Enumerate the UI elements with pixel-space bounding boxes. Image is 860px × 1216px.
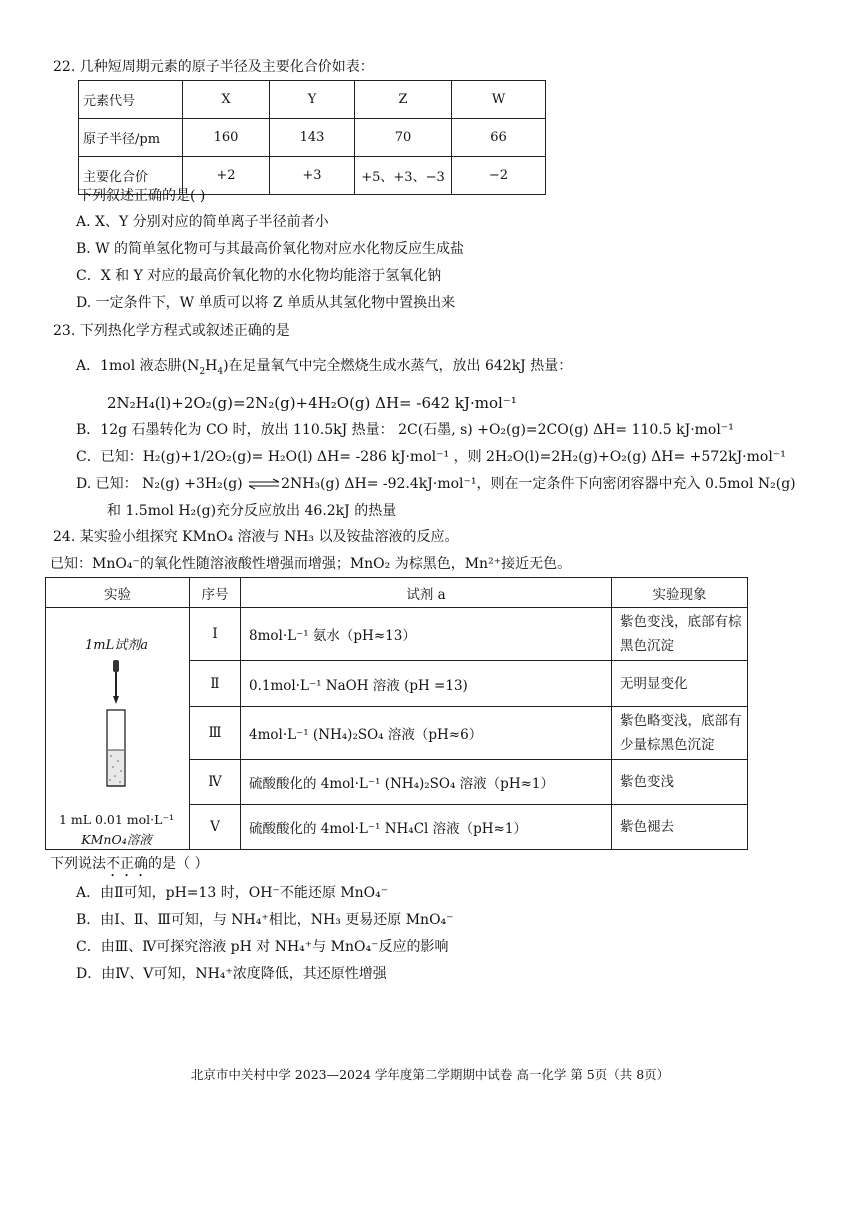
table-cell: 硫酸酸化的 4mol·L⁻¹ NH₄Cl 溶液（pH≈1） (241, 805, 612, 850)
q23-option-c: C．已知：H₂(g)+1/2O₂(g)= H₂O(l) ΔH= -286 kJ·mol⁻¹ ，则 2H₂O(l)=2H₂(g)+O₂(g) ΔH= +572kJ·mol⁻¹ (76, 449, 786, 465)
q23-option-b: B．12g 石墨转化为 CO 时，放出 110.5kJ 热量： 2C(石墨, s) +O₂(g)=2CO(g) ΔH= 110.5 kJ·mol⁻¹ (76, 422, 734, 438)
equilibrium-arrow-icon (247, 478, 281, 490)
table-cell: 紫色变浅，底部有棕黑色沉淀 (612, 608, 748, 661)
table-cell: −2 (452, 157, 546, 195)
table-header: 试剂 a (241, 578, 612, 608)
table-cell: 紫色变浅 (612, 760, 748, 805)
apparatus-top-label: 1mL试剂a (85, 638, 148, 653)
emphasis-not-correct: 不正确 (106, 856, 148, 872)
q22-table (78, 80, 546, 195)
table-cell: Ⅰ (190, 608, 241, 661)
q24-option-b: B．由Ⅰ、Ⅱ、Ⅲ可知，与 NH₄⁺相比，NH₃ 更易还原 MnO₄⁻ (76, 912, 454, 928)
table-cell: 0.1mol·L⁻¹ NaOH 溶液 (pH =13) (241, 661, 612, 707)
table-cell: 元素代号 (79, 81, 183, 119)
table-cell: 70 (355, 119, 452, 157)
q23-a-text-post: )在足量氧气中完全燃烧生成水蒸气，放出 642kJ 热量： (223, 358, 573, 374)
q23-d-text-pre: D. 已知： N₂(g) +3H₂(g) (76, 476, 248, 492)
table-row (79, 119, 546, 157)
apparatus-figure (46, 608, 187, 849)
apparatus-bottom-label-1: 1 mL 0.01 mol·L⁻¹ (58, 812, 175, 827)
q24-prompt: 下列说法不正确的是（ ） (50, 856, 209, 872)
table-cell: W (452, 81, 546, 119)
table-cell: Ⅳ (190, 760, 241, 805)
table-cell: 无明显变化 (612, 661, 748, 707)
q22-option-d: D. 一定条件下，W 单质可以将 Z 单质从其氢化物中置换出来 (76, 295, 456, 311)
table-cell: Ⅱ (190, 661, 241, 707)
q24-option-a: A．由Ⅱ可知，pH=13 时，OH⁻不能还原 MnO₄⁻ (76, 885, 389, 901)
q23-a-text-pre: A．1mol 液态肼( (76, 358, 188, 374)
table-row (46, 608, 748, 661)
q22-stem: 22. 几种短周期元素的原子半径及主要化合价如表： (53, 59, 374, 75)
q23-option-d (76, 475, 796, 493)
table-cell: 66 (452, 119, 546, 157)
q22-option-a: A. X、Y 分别对应的简单离子半径前者小 (76, 214, 329, 230)
table-cell: Y (270, 81, 355, 119)
table-row (79, 81, 546, 119)
table-cell: 主要化合价 (79, 157, 183, 195)
table-header: 实验 (46, 578, 190, 608)
page-footer: 北京市中关村中学 2023—2024 学年度第二学期期中试卷 高一化学 第 5页（共 8页） (190, 1067, 670, 1082)
table-cell: 紫色褪去 (612, 805, 748, 850)
table-header: 序号 (190, 578, 241, 608)
table-cell: +2 (183, 157, 270, 195)
q22-option-b: B. W 的简单氢化物可与其最高价氧化物对应水化物反应生成盐 (76, 241, 465, 257)
table-cell: Ⅲ (190, 707, 241, 760)
table-cell: 硫酸酸化的 4mol·L⁻¹ (NH₄)₂SO₄ 溶液（pH≈1） (241, 760, 612, 805)
hydrazine-formula: $N_2H_4$ (187, 358, 224, 377)
table-header: 实验现象 (612, 578, 748, 608)
table-cell: 143 (270, 119, 355, 157)
table-cell: +3 (270, 157, 355, 195)
q24-option-c: C．由Ⅲ、Ⅳ可探究溶液 pH 对 NH₄⁺与 MnO₄⁻反应的影响 (76, 939, 449, 955)
table-cell: +5、+3、−3 (355, 157, 452, 195)
apparatus-bottom-label-2: KMnO₄溶液 (81, 832, 152, 847)
q24-known: 已知：MnO₄⁻的氧化性随溶液酸性增强而增强；MnO₂ 为棕黑色，Mn²⁺接近无色。 (50, 556, 572, 572)
q23-stem: 23. 下列热化学方程式或叙述正确的是 (53, 323, 290, 339)
table-cell: X (183, 81, 270, 119)
q23-option-d-cont: 和 1.5mol H₂(g)充分反应放出 46.2kJ 的热量 (107, 503, 397, 519)
table-cell: Ⅴ (190, 805, 241, 850)
table-cell: 160 (183, 119, 270, 157)
q24-table (45, 577, 748, 850)
q23-option-a (76, 357, 572, 375)
table-cell: 8mol·L⁻¹ 氨水（pH≈13） (241, 608, 612, 661)
q22-prompt: 下列叙述正确的是( ) (78, 188, 206, 204)
table-row (46, 578, 748, 608)
table-cell: Z (355, 81, 452, 119)
test-tube-dropper-icon (96, 658, 136, 798)
q23-d-text-post: 2NH₃(g) ΔH= -92.4kJ·mol⁻¹，则在一定条件下向密闭容器中充入 0.5mol N₂(g) (281, 476, 796, 492)
q24-option-d: D．由Ⅳ、Ⅴ可知，NH₄⁺浓度降低，其还原性增强 (76, 966, 387, 982)
table-cell: 4mol·L⁻¹ (NH₄)₂SO₄ 溶液（pH≈6） (241, 707, 612, 760)
q23-a-equation: 2N₂H₄(l)+2O₂(g)=2N₂(g)+4H₂O(g) ΔH= -642 kJ·mol⁻¹ (107, 394, 517, 412)
table-cell: 原子半径/pm (79, 119, 183, 157)
q24-stem: 24. 某实验小组探究 KMnO₄ 溶液与 NH₃ 以及铵盐溶液的反应。 (53, 529, 459, 545)
apparatus-cell (46, 608, 190, 850)
q22-option-c: C．X 和 Y 对应的最高价氧化物的水化物均能溶于氢氧化钠 (76, 268, 442, 284)
table-cell: 紫色略变浅，底部有少量棕黑色沉淀 (612, 707, 748, 760)
